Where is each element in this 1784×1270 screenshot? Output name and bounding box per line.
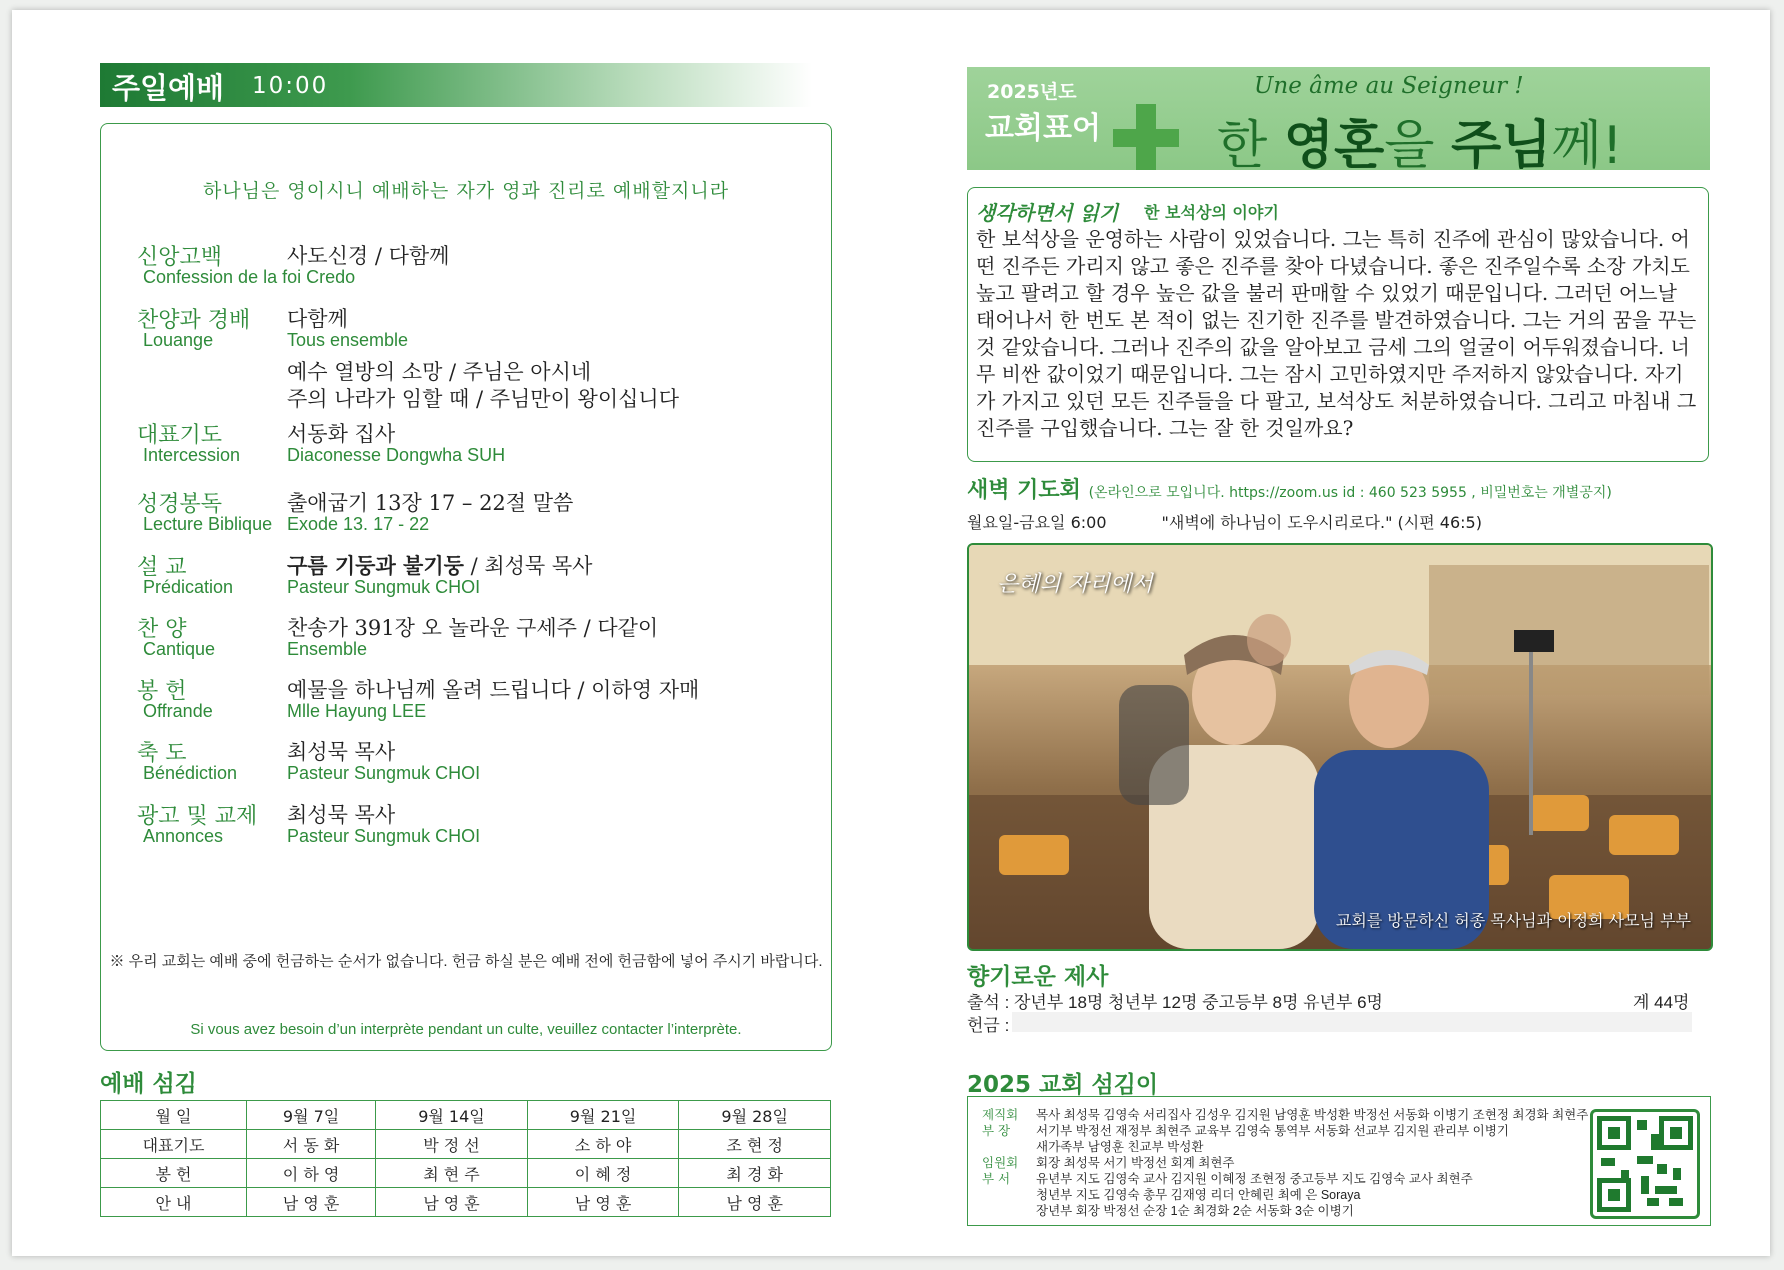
- church-servants-box: [967, 1096, 1711, 1226]
- order-item: [137, 799, 817, 859]
- order-item-value-fr: Ensemble: [287, 639, 368, 659]
- table-cell: 이 혜 정: [527, 1159, 679, 1188]
- servant-group-label: 임원회: [982, 1155, 1019, 1170]
- motto-french: Une âme au Seigneur !: [1254, 73, 1524, 99]
- order-item-value: [287, 550, 592, 580]
- dawn-time-row: [967, 510, 1482, 533]
- order-item-value-fr: Pasteur Sungmuk CHOI: [287, 826, 481, 846]
- dawn-info: (온라인으로 모입니다. https://zoom.us id : 460 523 5955 , 비밀번호는 개별공지): [1088, 485, 1612, 501]
- order-item: [137, 736, 817, 796]
- order-item: [137, 240, 817, 300]
- order-item-fr: Louange: [143, 330, 214, 350]
- photo-caption-bottom: 교회를 방문하신 허종 목사님과 이정희 사모님 부부: [1335, 911, 1691, 930]
- order-item: [137, 674, 817, 734]
- photo-caption-top: 은혜의 자리에서: [997, 572, 1153, 597]
- order-item-ko: 성경봉독: [137, 492, 223, 517]
- sermon-preacher: / 최성묵 목사: [463, 554, 593, 578]
- order-item-fr: Confession de la foi Credo: [143, 267, 356, 287]
- motto-label: 교회표어: [985, 111, 1101, 146]
- order-item-fr: Annonces: [143, 826, 224, 846]
- service-schedule-table: [100, 1100, 831, 1217]
- service-schedule-title: 예배 섬김: [100, 1071, 197, 1097]
- table-cell: 박 정 선: [376, 1130, 528, 1159]
- order-item: [137, 612, 817, 672]
- order-item-value: 최성묵 목사: [287, 803, 396, 827]
- sermon-title: 구름 기둥과 불기둥: [287, 554, 464, 578]
- order-item-value: 서동화 집사: [287, 422, 396, 446]
- attendance-total: 계 44명: [1633, 993, 1690, 1012]
- story-title: 생각하면서 읽기: [976, 201, 1119, 225]
- servant-list-line: 서기부 박정선 재정부 최현주 교육부 김영숙 통역부 서동화 선교부 김지원 관리부 이병기: [1036, 1124, 1509, 1138]
- bulletin-sheet: [12, 10, 1770, 1256]
- worship-header: [100, 63, 812, 107]
- table-cell: 9월 14일: [376, 1101, 528, 1130]
- dawn-prayer-title: [967, 473, 1612, 504]
- song-list: 주의 나라가 임할 때 / 주님만이 왕이십니다: [287, 387, 679, 411]
- order-item-value: 출애굽기 13장 17 – 22절 말씀: [287, 491, 574, 515]
- story-box: [967, 187, 1709, 462]
- order-item-fr: Bénédiction: [143, 763, 238, 783]
- attendance: 출석 : 장년부 18명 청년부 12명 중고등부 8명 유년부 6명: [967, 993, 1383, 1012]
- offering-label: 헌금 :: [967, 1016, 1010, 1035]
- church-servants-title: 2025 교회 섬김이: [967, 1072, 1159, 1098]
- table-row: [101, 1130, 831, 1159]
- servant-list-line: 새가족부 남영훈 친교부 박성환: [1036, 1140, 1204, 1154]
- scripture-verse: 하나님은 영이시니 예배하는 자가 영과 진리로 예배할지니라: [202, 180, 730, 202]
- table-cell: 남 영 훈: [247, 1188, 376, 1217]
- qr-code-icon: [1590, 1109, 1700, 1219]
- order-item-fr: Intercession: [143, 445, 241, 465]
- order-item-fr: Lecture Biblique: [143, 514, 273, 534]
- order-item-value: 예물을 하나님께 올려 드립니다 / 이하영 자매: [287, 678, 700, 702]
- table-cell: 최 경 화: [679, 1159, 831, 1188]
- order-item-fr: Prédication: [143, 577, 234, 597]
- order-item-ko: 대표기도: [137, 423, 223, 448]
- story-subtitle: 한 보석상의 이야기: [1144, 203, 1279, 222]
- offering-title: 향기로운 제사: [967, 964, 1109, 990]
- servant-group-label: 부 서: [982, 1171, 1011, 1186]
- dawn-verse: "새벽에 하나님이 도우시리로다." (시편 46:5): [1161, 513, 1482, 532]
- servant-list-line: 장년부 회장 박정선 순장 1순 최경화 2순 서동화 3순 이병기: [1036, 1204, 1354, 1218]
- cross-icon-bar: [1113, 129, 1179, 147]
- order-item-ko: 봉 헌: [137, 679, 187, 704]
- worship-title: 주일예배: [112, 71, 225, 105]
- table-cell: 남 영 훈: [376, 1188, 528, 1217]
- order-item-value: 최성묵 목사: [287, 740, 396, 764]
- table-row: [101, 1101, 831, 1130]
- order-item-value-fr: Diaconesse Dongwha SUH: [287, 445, 506, 465]
- order-item-value-fr: Pasteur Sungmuk CHOI: [287, 763, 481, 783]
- motto-part: 께!: [1551, 116, 1623, 176]
- table-cell: 조 현 정: [679, 1130, 831, 1159]
- servant-list-line: 유년부 지도 김영숙 교사 김지원 이혜정 조현정 중고등부 지도 김영숙 교사 최현주: [1036, 1172, 1473, 1186]
- order-item-ko: 신앙고백: [137, 245, 223, 270]
- motto-part: 주님: [1451, 116, 1552, 176]
- motto-year: 2025년도: [987, 81, 1077, 103]
- order-item-ko: 설 교: [137, 555, 187, 580]
- table-cell: 최 현 주: [376, 1159, 528, 1188]
- table-cell: 9월 21일: [527, 1101, 679, 1130]
- table-cell: 남 영 훈: [527, 1188, 679, 1217]
- dawn-time: 월요일-금요일 6:00: [967, 513, 1107, 532]
- servant-group-label: 제직회: [982, 1107, 1019, 1122]
- order-of-service-box: [100, 123, 832, 1051]
- table-row-header: 안 내: [101, 1188, 247, 1217]
- servant-list-line: 회장 최성묵 서기 박정선 회계 최현주: [1036, 1156, 1235, 1170]
- table-cell: 9월 28일: [679, 1101, 831, 1130]
- motto-part: 한: [1217, 116, 1284, 176]
- order-item-ko: 축 도: [137, 741, 187, 766]
- offering-amount-field: [1012, 1012, 1692, 1032]
- table-cell: 9월 7일: [247, 1101, 376, 1130]
- order-item: [137, 418, 817, 478]
- table-row-header: 봉 헌: [101, 1159, 247, 1188]
- servant-list-line: 청년부 지도 김영숙 총무 김재영 리더 안혜린 최예 은 Soraya: [1036, 1188, 1361, 1202]
- table-cell: 이 하 영: [247, 1159, 376, 1188]
- order-item-ko: 찬양과 경배: [137, 308, 251, 333]
- servant-list-line: 목사 최성묵 김영숙 서리집사 김성우 김지원 남영훈 박성환 박정선 서동화 이병기 조현정 최경화 최현주: [1036, 1108, 1589, 1122]
- congregation-photo: [967, 543, 1713, 951]
- motto-text: [1217, 103, 1623, 178]
- table-cell: 남 영 훈: [679, 1188, 831, 1217]
- offering-note: ※ 우리 교회는 예배 중에 헌금하는 순서가 없습니다. 헌금 하실 분은 예배 전에 헌금함에 넣어 주시기 바랍니다.: [109, 953, 823, 970]
- order-item-value: 찬송가 391장 오 놀라운 구세주 / 다같이: [287, 616, 659, 640]
- order-item-fr: Offrande: [143, 701, 213, 721]
- table-row-header: 대표기도: [101, 1130, 247, 1159]
- motto-part: 을: [1384, 116, 1451, 176]
- table-cell: 소 하 야: [527, 1130, 679, 1159]
- order-item: [137, 303, 817, 413]
- order-item: [137, 550, 817, 610]
- order-item-ko: 찬 양: [137, 617, 187, 642]
- order-item-value: 사도신경 / 다함께: [287, 244, 450, 268]
- order-item-value-fr: Tous ensemble: [287, 330, 409, 350]
- order-item: [137, 487, 817, 547]
- interpreter-note: Si vous avez besoin d’un interprète pendant un culte, veuillez contacter l’interprète.: [190, 1021, 742, 1038]
- order-item-value: 다함께: [287, 307, 348, 331]
- table-row-header: 월 일: [101, 1101, 247, 1130]
- motto-banner: [967, 67, 1710, 176]
- photo-illustration: [969, 545, 1711, 949]
- order-item-value-fr: Exode 13. 17 - 22: [287, 514, 430, 534]
- table-cell: 서 동 화: [247, 1130, 376, 1159]
- story-body: 한 보석상을 운영하는 사람이 있었습니다. 그는 특히 진주에 관심이 많았습니다. 어떤 진주든 가리지 않고 좋은 진주를 찾아 다녔습니다. 좋은 진주일수록 소장 가치도 높고 팔려고 할 경우 높은 값을 불러 판매할 수 있었기 때문입니다. 그러던 어느날 태어나서 한 번도 본 적이 없는 진기한 진주를 발견하였습니다. 그는 거의 꿈을 꾸는 것 같았습니다. 그러나 진주의 값을 알아보고 금세 그의 얼굴이 어두워졌습니다. 너무 비싼 값이었기 때문입니다. 그는 잠시 고민하였지만 주저하지 않았습니다. 자기가 가지고 있던 모든 진주들을 다 팔고, 보석상도 처분하였습니다. 그리고 마침내 그 진주를 구입했습니다. 그는 잘 한 것일까요?: [976, 227, 1697, 440]
- dawn-title-text: 새벽 기도회: [967, 478, 1081, 503]
- servant-group-label: 부 장: [982, 1123, 1011, 1138]
- worship-time: 10:00: [252, 73, 329, 99]
- table-row: [101, 1188, 831, 1217]
- order-item-value-fr: Mlle Hayung LEE: [287, 701, 427, 721]
- order-item-fr: Cantique: [143, 639, 216, 659]
- order-item-ko: 광고 및 교제: [137, 804, 258, 829]
- order-item-value-fr: Pasteur Sungmuk CHOI: [287, 577, 481, 597]
- song-list: 예수 열방의 소망 / 주님은 아시네: [287, 360, 592, 384]
- table-row: [101, 1159, 831, 1188]
- motto-part: 영혼: [1283, 116, 1385, 176]
